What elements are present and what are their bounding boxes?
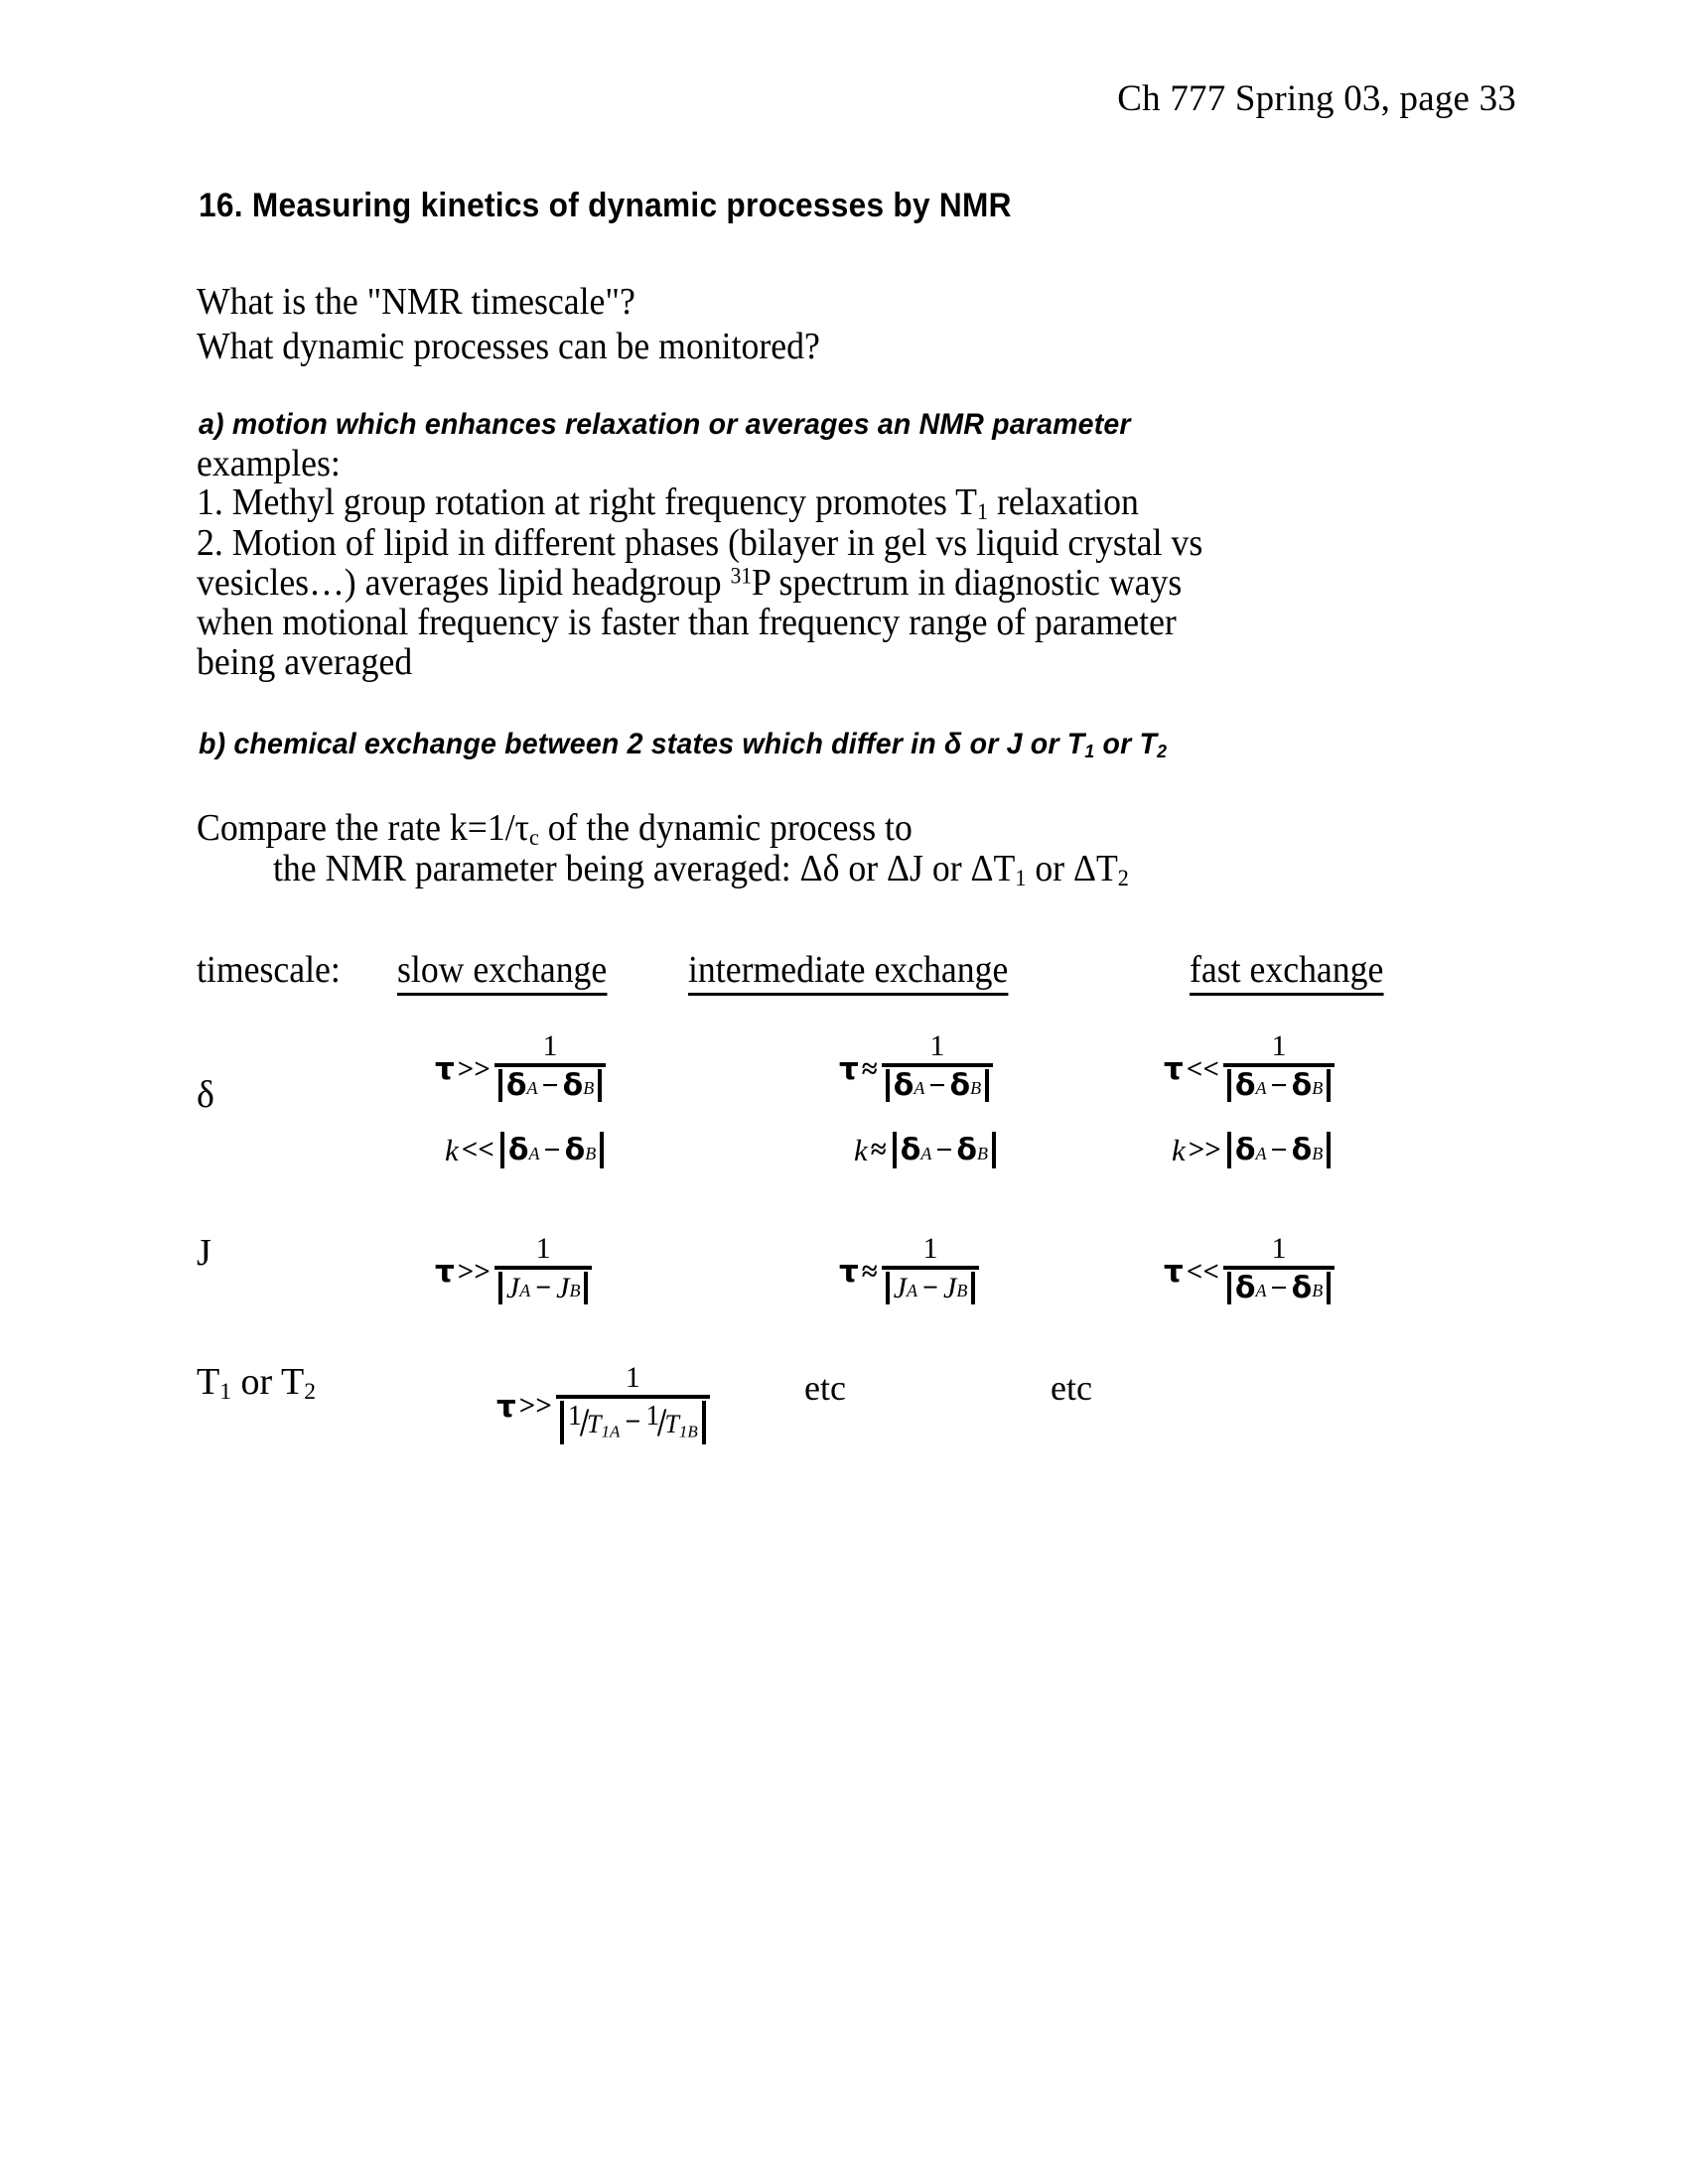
t-var-a: T <box>586 1410 602 1439</box>
example-item-2-line-1: 2. Motion of lipid in different phases (bilayer in gel vs liquid crystal vs <box>197 522 1203 564</box>
operator: << <box>1186 1052 1219 1085</box>
pipe-left <box>1227 1069 1231 1103</box>
absolute-value <box>496 1069 604 1103</box>
t-sub-a: 1A <box>601 1422 621 1441</box>
pipe-right <box>598 1069 602 1103</box>
numerator: 1 <box>535 1232 551 1265</box>
tau-symbol: τ <box>496 1388 516 1425</box>
denominator <box>556 1399 710 1451</box>
reciprocal-t1a <box>567 1399 621 1444</box>
sub-b: B <box>585 1144 597 1163</box>
denominator-a <box>587 1411 620 1442</box>
page-header: Ch 777 Spring 03, page 33 <box>1117 78 1516 119</box>
sub-b: B <box>1312 1078 1324 1099</box>
tau-symbol: τ <box>435 1254 455 1291</box>
numerator: 1 <box>542 1029 558 1062</box>
compare-text: Compare the rate k=1/τ <box>197 807 530 849</box>
var-a: δ <box>900 1133 921 1167</box>
k-symbol: k <box>854 1132 868 1167</box>
etc-fast: etc <box>1051 1368 1092 1408</box>
k-symbol: k <box>445 1132 459 1167</box>
pipe-left <box>1227 1272 1231 1305</box>
absolute-value <box>1225 1132 1333 1168</box>
numerator-b: 1 <box>645 1400 660 1432</box>
fraction <box>1223 1030 1335 1109</box>
tau-symbol: τ <box>435 1051 455 1088</box>
formula-delta-fast-k <box>1172 1132 1333 1168</box>
row-label-j: J <box>197 1232 211 1274</box>
t-label-text-mid: or T <box>231 1361 305 1403</box>
var-b: J <box>943 1271 957 1304</box>
numerator: 1 <box>929 1029 945 1062</box>
pipe-left <box>1227 1132 1231 1168</box>
absolute-value <box>1225 1069 1333 1103</box>
pipe-left <box>560 1401 564 1444</box>
fraction <box>882 1233 980 1311</box>
etc-intermediate: etc <box>804 1368 846 1408</box>
example-1-text-end: relaxation <box>988 481 1139 523</box>
denominator <box>882 1067 993 1109</box>
example-1-subscript: 1 <box>977 499 989 526</box>
sub-a: A <box>914 1078 925 1099</box>
operator: ≈ <box>870 1134 887 1165</box>
section-b-sub-2: 2 <box>1157 741 1168 762</box>
minus-sign: − <box>928 1068 946 1102</box>
pipe-right <box>992 1132 996 1168</box>
var-b: δ <box>949 1067 971 1103</box>
minus-sign: − <box>1270 1271 1288 1304</box>
minus-sign: − <box>541 1068 559 1102</box>
sub-a: A <box>519 1281 531 1301</box>
var-b: δ <box>1291 1133 1313 1167</box>
example-item-2-line-4: being averaged <box>197 641 413 683</box>
formula-delta-slow-tau <box>435 1030 606 1109</box>
tau-symbol: τ <box>1164 1051 1184 1088</box>
fraction <box>494 1030 606 1109</box>
absolute-value <box>891 1132 998 1168</box>
example-item-2-line-3: when motional frequency is faster than frequency range of parameter <box>197 602 1177 643</box>
var-b: δ <box>562 1067 584 1103</box>
numerator: 1 <box>922 1232 938 1265</box>
minus-sign: − <box>535 1272 552 1303</box>
denominator <box>494 1067 606 1109</box>
absolute-value <box>1225 1272 1333 1305</box>
reciprocal-t1b <box>645 1399 698 1444</box>
sub-b: B <box>970 1078 982 1099</box>
section-b-text-mid: or T <box>1094 728 1158 760</box>
fraction <box>1223 1233 1335 1311</box>
var-b: δ <box>1291 1270 1313 1305</box>
denominator <box>882 1270 980 1311</box>
sub-a: A <box>1255 1281 1267 1301</box>
var-b: δ <box>1291 1067 1313 1103</box>
minus-sign: − <box>1270 1068 1288 1102</box>
var-b: δ <box>564 1133 586 1167</box>
tau-symbol: τ <box>839 1254 859 1291</box>
var-a: δ <box>1234 1067 1256 1103</box>
t-sub-b: 1B <box>678 1422 698 1441</box>
t-label-sub-1: 1 <box>219 1379 231 1406</box>
var-a: J <box>893 1271 908 1304</box>
formula-delta-intermediate-tau <box>839 1030 993 1109</box>
sub-b: B <box>977 1144 989 1163</box>
formula-delta-fast-tau <box>1164 1030 1335 1109</box>
absolute-value <box>884 1272 978 1305</box>
numerator: 1 <box>625 1361 640 1394</box>
formula-j-fast-tau <box>1164 1233 1335 1311</box>
operator: >> <box>457 1052 491 1085</box>
absolute-value <box>498 1132 606 1168</box>
pipe-right <box>584 1272 588 1305</box>
section-b-heading <box>199 728 1167 762</box>
sub-b: B <box>583 1078 595 1099</box>
section-b-text: b) chemical exchange between 2 states which differ in δ or J or T <box>199 728 1085 760</box>
pipe-left <box>500 1132 504 1168</box>
timescale-label: timescale: <box>197 949 341 991</box>
numerator-a: 1 <box>567 1400 582 1432</box>
examples-label: examples: <box>197 443 341 484</box>
numerator: 1 <box>1271 1232 1287 1265</box>
fraction <box>556 1362 710 1450</box>
var-b: J <box>556 1271 570 1304</box>
sub-a: A <box>920 1144 932 1163</box>
slash-icon: / <box>579 1399 589 1444</box>
slow-exchange-text: slow exchange <box>397 949 607 996</box>
pipe-right <box>1327 1132 1331 1168</box>
denominator <box>494 1270 593 1311</box>
tau-c-subscript: c <box>529 825 539 852</box>
column-header-intermediate-exchange <box>688 948 1008 992</box>
sub-a: A <box>1255 1078 1267 1099</box>
operator: >> <box>457 1255 491 1288</box>
fraction <box>494 1233 593 1311</box>
pipe-right <box>971 1272 975 1305</box>
pipe-right <box>985 1069 989 1103</box>
pipe-left <box>893 1132 897 1168</box>
absolute-value <box>558 1401 708 1444</box>
example-2-text: vesicles…) averages lipid headgroup <box>197 562 731 604</box>
minus-sign: − <box>935 1133 953 1166</box>
sub-b: B <box>956 1281 968 1301</box>
minus-sign: − <box>1270 1133 1288 1166</box>
section-b-sub-1: 1 <box>1084 741 1095 762</box>
operator: ≈ <box>861 1255 878 1288</box>
tau-symbol: τ <box>839 1051 859 1088</box>
var-a: J <box>505 1271 520 1304</box>
sub-b: B <box>1312 1281 1324 1301</box>
pipe-right <box>1327 1069 1331 1103</box>
pipe-left <box>498 1069 502 1103</box>
pipe-left <box>886 1069 890 1103</box>
sub-b: B <box>1312 1144 1324 1163</box>
minus-sign: − <box>543 1133 561 1166</box>
sub-a: A <box>526 1078 538 1099</box>
var-a: δ <box>505 1067 527 1103</box>
operator: >> <box>518 1390 552 1422</box>
compare-line-1 <box>197 809 913 851</box>
tau-symbol: τ <box>1164 1254 1184 1291</box>
operator: << <box>461 1134 494 1165</box>
formula-delta-slow-k <box>445 1132 606 1168</box>
pipe-left <box>498 1272 502 1305</box>
denominator-b <box>664 1411 697 1442</box>
pipe-right <box>702 1401 706 1444</box>
slash-icon: / <box>657 1399 667 1444</box>
numerator: 1 <box>1271 1029 1287 1062</box>
var-a: δ <box>507 1133 529 1167</box>
sub-a: A <box>1255 1144 1267 1163</box>
formula-delta-intermediate-k <box>854 1132 998 1168</box>
phosphorus-31-superscript: 31 <box>730 563 753 589</box>
operator: << <box>1186 1255 1219 1288</box>
example-1-text: 1. Methyl group rotation at right frequency promotes T <box>197 481 978 523</box>
absolute-value <box>496 1272 591 1305</box>
formula-j-slow-tau <box>435 1233 592 1311</box>
var-b: δ <box>956 1133 978 1167</box>
t-label-sub-2: 2 <box>304 1379 316 1406</box>
formula-t-slow-tau <box>496 1362 710 1450</box>
fraction <box>882 1030 993 1109</box>
sub-a: A <box>528 1144 540 1163</box>
compare2-text: the NMR parameter being averaged: Δδ or ΔJ or ΔT <box>273 848 1016 889</box>
pipe-left <box>886 1272 890 1305</box>
example-2-text-end: P spectrum in diagnostic ways <box>752 562 1183 604</box>
column-header-fast-exchange <box>1190 948 1383 992</box>
compare-line-2 <box>273 850 1129 891</box>
compare2-sub-2: 2 <box>1117 866 1129 892</box>
intermediate-exchange-text: intermediate exchange <box>688 949 1008 996</box>
k-symbol: k <box>1172 1132 1186 1167</box>
example-item-1 <box>197 483 1139 525</box>
sub-a: A <box>907 1281 918 1301</box>
pipe-right <box>600 1132 604 1168</box>
column-header-slow-exchange <box>397 948 607 992</box>
row-label-t1-or-t2 <box>197 1360 316 1406</box>
compare2-sub-1: 1 <box>1015 866 1027 892</box>
sub-b: B <box>569 1281 581 1301</box>
var-a: δ <box>1234 1133 1256 1167</box>
var-a: δ <box>893 1067 914 1103</box>
compare-text-end: of the dynamic process to <box>538 807 913 849</box>
absolute-value <box>884 1069 991 1103</box>
operator: >> <box>1188 1134 1221 1165</box>
operator: ≈ <box>861 1052 878 1085</box>
section-a-heading: a) motion which enhances relaxation or averages an NMR parameter <box>199 408 1131 441</box>
denominator <box>1223 1067 1335 1109</box>
minus-sign: − <box>922 1272 939 1303</box>
fast-exchange-text: fast exchange <box>1190 949 1383 996</box>
page-title: 16. Measuring kinetics of dynamic processes by NMR <box>199 187 1012 224</box>
compare2-text-mid: or ΔT <box>1026 848 1118 889</box>
t-label-text: T <box>197 1361 220 1403</box>
denominator <box>1223 1270 1335 1311</box>
row-label-delta: δ <box>197 1074 214 1116</box>
question-line-2: What dynamic processes can be monitored? <box>197 326 820 367</box>
minus-sign: − <box>625 1406 641 1437</box>
question-line-1: What is the "NMR timescale"? <box>197 281 635 323</box>
pipe-right <box>1327 1272 1331 1305</box>
var-a: δ <box>1234 1270 1256 1305</box>
t-var-b: T <box>664 1410 679 1439</box>
example-item-2-line-2 <box>197 564 1182 602</box>
formula-j-intermediate-tau <box>839 1233 979 1311</box>
